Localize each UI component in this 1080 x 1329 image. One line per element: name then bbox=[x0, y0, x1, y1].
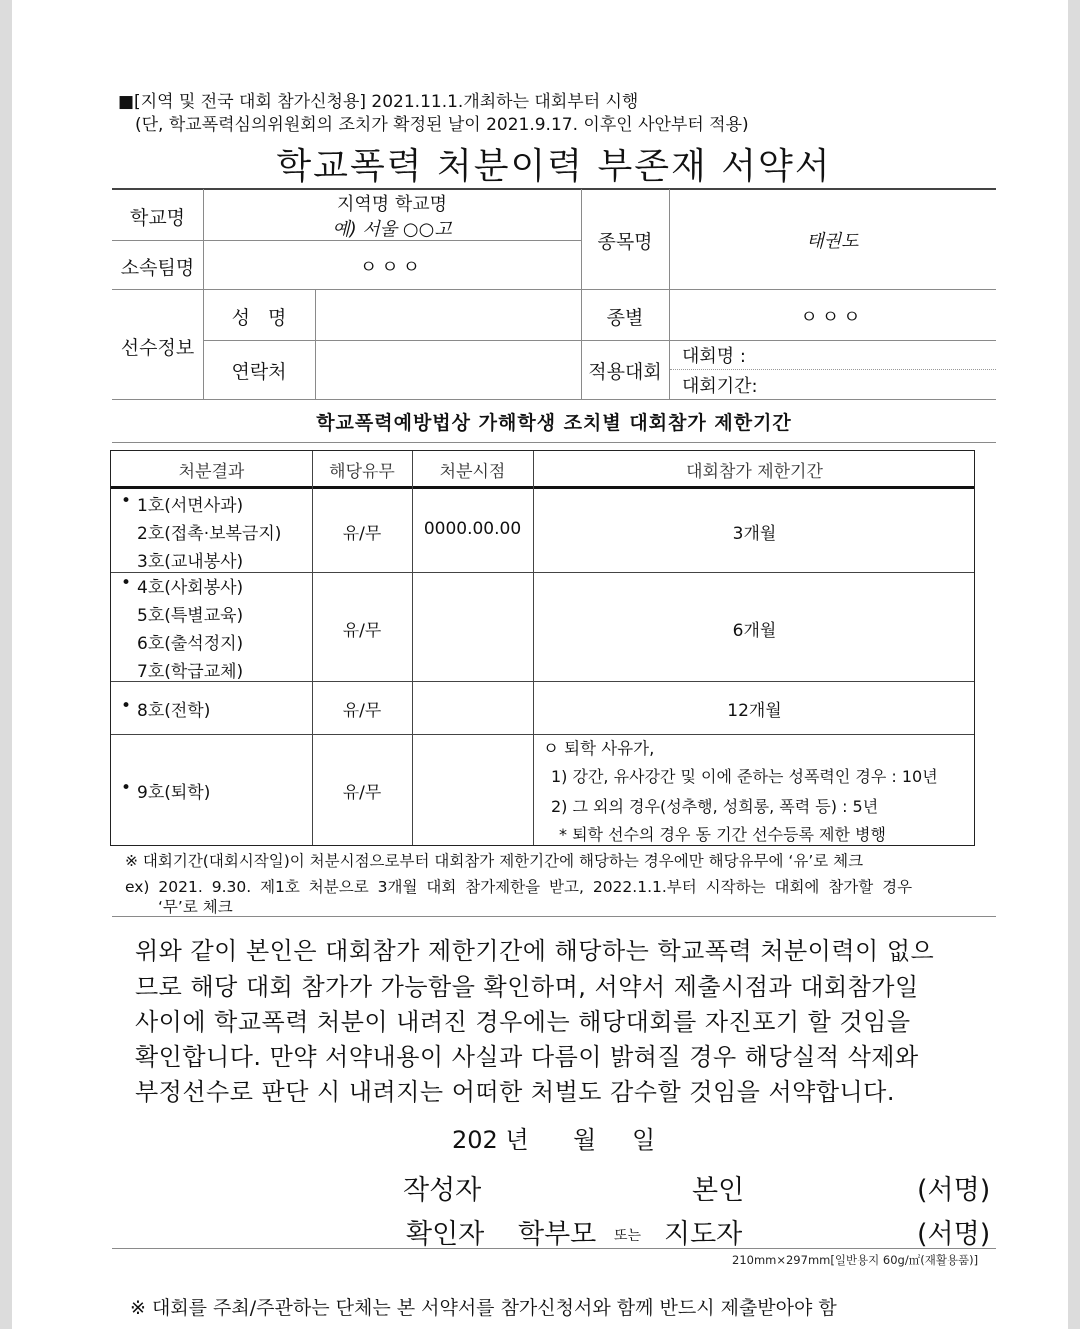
contact-label: 연락처 bbox=[231, 361, 287, 383]
school-value-line2: 예) 서울 ○○고 bbox=[332, 219, 452, 240]
bottom-divider bbox=[112, 1248, 996, 1249]
pledge-line-3: 사이에 학교폭력 처분이 내려진 경우에는 해당대회를 자진포기 할 것임을 bbox=[135, 1008, 911, 1036]
competition-period-label: 대회기간: bbox=[682, 376, 758, 397]
section-divider bbox=[112, 442, 996, 443]
info-table-vline bbox=[669, 189, 670, 399]
footer-note: ※ 대회를 주최/주관하는 단체는 본 서약서를 참가신청서와 함께 반드시 제출받아야 함 bbox=[130, 1297, 837, 1319]
notice-line-2: (단, 학교폭력심의위원회의 조치가 확정된 날이 2021.9.17. 이후인 사안부터 적용) bbox=[135, 115, 749, 135]
confirmer-signature-slot[interactable]: (서명) bbox=[917, 1219, 991, 1250]
school-label: 학교명 bbox=[129, 207, 186, 229]
header-disposition: 처분결과 bbox=[178, 462, 245, 482]
name-field[interactable] bbox=[316, 291, 580, 339]
confirmer-or: 또는 bbox=[614, 1228, 642, 1244]
row2-item4: 7호(학급교체) bbox=[137, 662, 244, 682]
row2-bullet: • bbox=[121, 573, 132, 593]
row1-applicable[interactable]: 유/무 bbox=[342, 524, 382, 544]
notes-divider bbox=[112, 916, 996, 917]
info-table-divider bbox=[112, 289, 996, 290]
pledge-line-4: 확인합니다. 만약 서약내용이 사실과 다름이 밝혀질 경우 해당실적 삭제와 bbox=[135, 1043, 919, 1071]
row1-item1: 1호(서면사과) bbox=[137, 496, 244, 516]
competition-name-label: 대회명 : bbox=[682, 346, 746, 367]
confirmer-coach: 지도자 bbox=[664, 1219, 743, 1250]
header-applicable: 해당유무 bbox=[329, 462, 395, 482]
row4-applicable[interactable]: 유/무 bbox=[342, 783, 382, 803]
note-2-line2: ‘무’로 체크 bbox=[158, 898, 233, 916]
row4-period-line4: * 퇴학 선수의 경우 동 기간 선수등록 제한 병행 bbox=[559, 825, 886, 844]
row4-bullet: • bbox=[121, 778, 132, 798]
header-period: 대회참가 제한기간 bbox=[686, 462, 823, 482]
competition-label: 적용대회 bbox=[588, 361, 662, 383]
team-label: 소속팀명 bbox=[120, 257, 195, 279]
event-value: 태권도 bbox=[806, 231, 859, 252]
header-date: 처분시점 bbox=[439, 462, 506, 482]
table-header-divider bbox=[111, 486, 974, 489]
note-2-line1: ex) 2021. 9.30. 제1호 처분으로 3개월 대회 참가제한을 받고, 2022.1.1.부터 시작하는 대회에 참가할 경우 bbox=[125, 878, 913, 896]
info-table-dotted-divider bbox=[670, 369, 996, 370]
row2-item3: 6호(출석정지) bbox=[137, 634, 244, 654]
writer-value: 본인 bbox=[692, 1175, 745, 1206]
confirmer-label: 확인자 bbox=[406, 1219, 485, 1250]
row1-item3: 3호(교내봉사) bbox=[137, 552, 244, 572]
row3-period: 12개월 bbox=[727, 701, 782, 721]
row2-period: 6개월 bbox=[732, 621, 777, 641]
category-label: 종별 bbox=[606, 307, 644, 329]
row3-date[interactable] bbox=[413, 682, 533, 733]
section-title: 학교폭력예방법상 가해학생 조치별 대회참가 제한기간 bbox=[316, 412, 792, 434]
restriction-table bbox=[110, 450, 975, 846]
contact-field[interactable] bbox=[316, 341, 580, 398]
row2-applicable[interactable]: 유/무 bbox=[342, 621, 382, 641]
pledge-line-2: 므로 해당 대회 참가가 가능함을 확인하며, 서약서 제출시점과 대회참가일 bbox=[135, 973, 919, 1001]
row2-item1: 4호(사회봉사) bbox=[137, 578, 244, 598]
row2-item2: 5호(특별교육) bbox=[137, 606, 244, 626]
row2-date[interactable] bbox=[413, 573, 533, 680]
table-col-divider bbox=[533, 451, 534, 845]
writer-signature-slot[interactable]: (서명) bbox=[917, 1175, 991, 1206]
row3-applicable[interactable]: 유/무 bbox=[342, 701, 382, 721]
pledge-line-5: 부정선수로 판단 시 내려지는 어떠한 처벌도 감수할 것임을 서약합니다. bbox=[135, 1078, 895, 1106]
row3-item1: 8호(전학) bbox=[137, 701, 211, 721]
notice-line-1: ■[지역 및 전국 대회 참가신청용] 2021.11.1.개최하는 대회부터 시행 bbox=[118, 92, 639, 112]
row1-date[interactable]: 0000.00.00 bbox=[423, 519, 522, 539]
team-value: ㅇㅇㅇ bbox=[359, 257, 425, 278]
note-1: ※ 대회기간(대회시작일)이 처분시점으로부터 대회참가 제한기간에 해당하는 경우에만 해당유무에 ‘유’로 체크 bbox=[125, 852, 864, 870]
date-month[interactable]: 월 bbox=[573, 1126, 597, 1154]
row4-period-line2: 1) 강간, 유사강간 및 이에 준하는 성폭력인 경우 : 10년 bbox=[551, 767, 938, 786]
row1-item2: 2호(접촉·보복금지) bbox=[137, 524, 282, 544]
row4-item1: 9호(퇴학) bbox=[137, 783, 211, 803]
event-label: 종목명 bbox=[597, 231, 653, 253]
school-value-line1: 지역명 학교명 bbox=[336, 194, 448, 215]
row4-period-line1: ㅇ 퇴학 사유가, bbox=[543, 739, 655, 758]
row3-bullet: • bbox=[121, 696, 132, 716]
confirmer-parent: 학부모 bbox=[518, 1219, 597, 1250]
writer-label: 작성자 bbox=[403, 1175, 482, 1206]
row1-bullet: • bbox=[121, 491, 132, 511]
date-year[interactable]: 202 년 bbox=[452, 1126, 529, 1154]
category-value: ㅇㅇㅇ bbox=[800, 307, 865, 328]
info-table-divider bbox=[112, 399, 996, 400]
row1-period: 3개월 bbox=[732, 524, 777, 544]
pledge-line-1: 위와 같이 본인은 대회참가 제한기간에 해당하는 학교폭력 처분이력이 없으 bbox=[135, 937, 935, 965]
date-day[interactable]: 일 bbox=[632, 1126, 656, 1154]
document-title: 학교폭력 처분이력 부존재 서약서 bbox=[276, 146, 832, 187]
paper-spec: 210mm×297mm[일반용지 60g/㎡(재활용품)] bbox=[732, 1253, 979, 1267]
row4-period-line3: 2) 그 외의 경우(성추행, 성희롱, 폭력 등) : 5년 bbox=[551, 797, 879, 816]
name-label: 성 명 bbox=[231, 307, 287, 329]
row4-date[interactable] bbox=[413, 735, 533, 845]
player-info-label: 선수정보 bbox=[120, 337, 195, 359]
